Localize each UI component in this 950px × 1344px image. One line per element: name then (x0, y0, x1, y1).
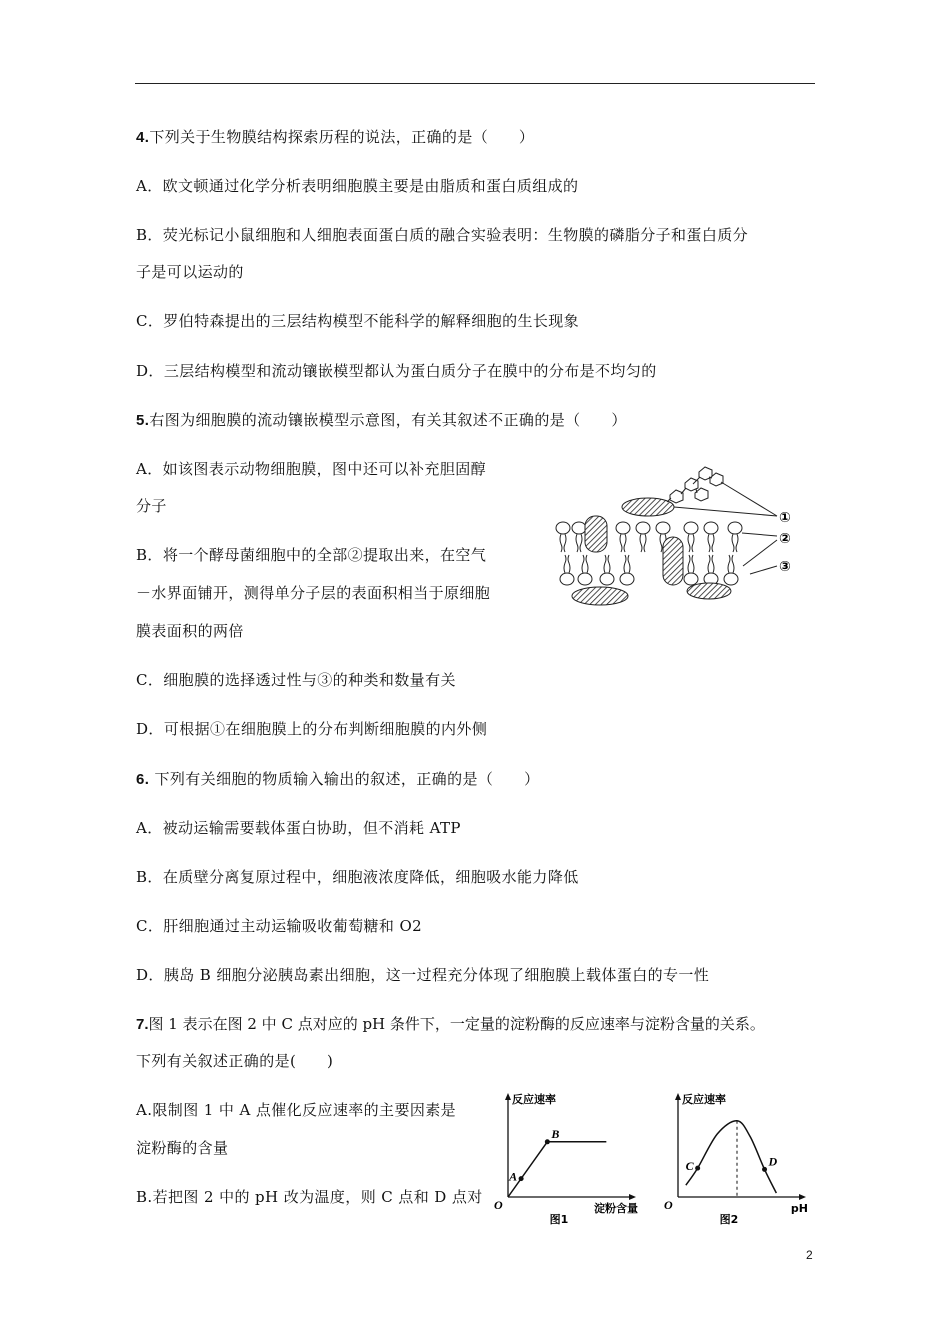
q6-option-d: D．胰岛 B 细胞分泌胰岛素出细胞，这一过程充分体现了细胞膜上载体蛋白的专一性 (136, 966, 710, 984)
phospholipid-head (556, 522, 570, 534)
protein-embedded-left (585, 516, 607, 552)
phospholipid-tail (712, 555, 714, 573)
q6-option-b: B．在质壁分离复原过程中，细胞液浓度降低，细胞吸水能力降低 (136, 868, 579, 886)
phospholipid (560, 555, 574, 585)
phospholipid-head (704, 522, 718, 534)
phospholipid-tail (624, 534, 626, 552)
q7-option-a-line2: 淀粉酶的含量 (136, 1139, 229, 1157)
q7-option-a-line1: A.限制图 1 中 A 点催化反应速率的主要因素是 (136, 1101, 457, 1119)
phospholipid-tail (712, 534, 714, 552)
data-point-b (545, 1139, 550, 1144)
phospholipid-tail (560, 534, 562, 552)
phospholipid-tail (688, 555, 690, 573)
membrane-diagram (545, 462, 795, 607)
phospholipid-upper-layer (556, 522, 742, 552)
q5-option-b-line3: 膜表面积的两倍 (136, 622, 244, 640)
phospholipid-tail (582, 555, 584, 573)
phospholipid-tail (692, 555, 694, 573)
q7-option-b-line1: B.若把图 2 中的 pH 改为温度，则 C 点和 D 点对 (136, 1188, 483, 1206)
phospholipid-lower-layer (560, 555, 738, 585)
q5-option-d: D．可根据①在细胞膜上的分布判断细胞膜的内外侧 (136, 720, 488, 738)
phospholipid-tail (732, 555, 734, 573)
q7-stem-line2: 下列有关叙述正确的是( ) (136, 1052, 334, 1070)
y-axis-arrow (505, 1093, 511, 1100)
chart1-plot (494, 1092, 638, 1226)
phospholipid (724, 555, 738, 585)
chart2-plot (664, 1092, 808, 1226)
phospholipid-tail (608, 555, 610, 573)
phospholipid (636, 522, 650, 552)
phospholipid (684, 555, 698, 585)
phospholipid (616, 522, 630, 552)
data-point-d (762, 1167, 767, 1172)
phospholipid-tail (620, 534, 622, 552)
phospholipid-tail (728, 555, 730, 573)
phospholipid-tail (568, 555, 570, 573)
phospholipid-tail (732, 534, 734, 552)
chart-title: 图2 (719, 1213, 739, 1226)
q6-option-a: A．被动运输需要载体蛋白协助，但不消耗 ATP (136, 819, 461, 837)
phospholipid (704, 555, 718, 585)
chart-figure-2 (660, 1090, 810, 1230)
q5-option-a-line1: A．如该图表示动物细胞膜，图中还可以补充胆固醇 (136, 460, 487, 478)
q5-option-a-line2: 分子 (136, 497, 167, 515)
phospholipid-head (578, 573, 592, 585)
phospholipid-head (560, 573, 574, 585)
phospholipid-head (684, 522, 698, 534)
label-3: ③ (779, 559, 791, 575)
phospholipid-tail (660, 534, 662, 552)
phospholipid-head (724, 573, 738, 585)
origin-label: O (664, 1198, 673, 1212)
phospholipid-tail (708, 555, 710, 573)
q4-option-d: D．三层结构模型和流动镶嵌模型都认为蛋白质分子在膜中的分布是不均匀的 (136, 362, 657, 380)
q7-number: 7. (136, 1016, 149, 1033)
phospholipid-head (656, 522, 670, 534)
glycoprotein-chain (667, 467, 723, 503)
q7-stem-line1: 7.图 1 表示在图 2 中 C 点对应的 pH 条件下，一定量的淀粉酶的反应速率与淀粉含量的关系。 (136, 1015, 765, 1033)
data-point-c (695, 1166, 700, 1171)
phospholipid-head (636, 522, 650, 534)
phospholipid-tail (586, 555, 588, 573)
label-2: ② (779, 531, 791, 547)
q5-option-b-line2: －水界面铺开，测得单分子层的表面积相当于原细胞 (136, 584, 491, 602)
y-axis-arrow (675, 1093, 681, 1100)
protein-peripheral-bottom-right (687, 583, 731, 599)
phospholipid-head (600, 573, 614, 585)
q4-stem: 4.下列关于生物膜结构探索历程的说法，正确的是（ ） (136, 128, 535, 146)
phospholipid (704, 522, 718, 552)
point-label-b: B (551, 1126, 560, 1141)
data-point-a (519, 1176, 524, 1181)
phospholipid (556, 522, 570, 552)
phospholipid (620, 555, 634, 585)
header-rule (135, 83, 815, 84)
q6-number: 6. (136, 771, 150, 788)
q4-option-c: C．罗伯特森提出的三层结构模型不能科学的解释细胞的生长现象 (136, 312, 580, 330)
y-axis-label: 反应速率 (512, 1093, 556, 1106)
phospholipid-tail (708, 534, 710, 552)
q5-stem: 5.右图为细胞膜的流动镶嵌模型示意图，有关其叙述不正确的是（ ） (136, 411, 627, 429)
x-axis-label: 淀粉含量 (594, 1202, 638, 1215)
phospholipid (684, 522, 698, 552)
y-axis-label: 反应速率 (682, 1093, 726, 1106)
q5-option-c: C．细胞膜的选择透过性与③的种类和数量有关 (136, 671, 456, 689)
phospholipid-tail (692, 534, 694, 552)
protein-peripheral-top (622, 498, 674, 516)
series-line (686, 1121, 776, 1193)
q6-option-c: C．肝细胞通过主动运输吸收葡萄糖和 O2 (136, 917, 423, 935)
protein-peripheral-bottom-left (572, 587, 628, 605)
q5-number: 5. (136, 412, 150, 429)
point-label-d: D (768, 1154, 778, 1169)
q4-option-b-line1: B．荧光标记小鼠细胞和人细胞表面蛋白质的融合实验表明：生物膜的磷脂分子和蛋白质分 (136, 226, 749, 244)
q4-number: 4. (136, 129, 150, 146)
phospholipid-tail (624, 555, 626, 573)
chart-figure-1 (490, 1090, 640, 1230)
phospholipid (728, 522, 742, 552)
q4-option-b-line2: 子是可以运动的 (136, 263, 244, 281)
phospholipid-tail (564, 555, 566, 573)
page-number: 2 (806, 1248, 813, 1262)
point-label-a: A (509, 1169, 518, 1184)
q4-option-a: A．欧文顿通过化学分析表明细胞膜主要是由脂质和蛋白质组成的 (136, 177, 579, 195)
label-1: ① (779, 510, 791, 526)
phospholipid-tail (640, 534, 642, 552)
chart-title: 图1 (549, 1213, 569, 1226)
phospholipid-tail (564, 534, 566, 552)
phospholipid (578, 555, 592, 585)
phospholipid-head (728, 522, 742, 534)
phospholipid (600, 555, 614, 585)
series-line (508, 1142, 606, 1197)
phospholipid-head (684, 573, 698, 585)
phospholipid (572, 522, 586, 552)
protein-transmembrane (663, 537, 683, 585)
point-label-c: C (685, 1159, 694, 1174)
q6-stem: 6. 下列有关细胞的物质输入输出的叙述，正确的是（ ） (136, 770, 540, 788)
phospholipid-head (616, 522, 630, 534)
q5-option-b-line1: B．将一个酵母菌细胞中的全部②提取出来，在空气 (136, 546, 487, 564)
x-axis-label: pH (790, 1202, 808, 1215)
phospholipid-tail (644, 534, 646, 552)
phospholipid-tail (580, 534, 582, 552)
x-axis-arrow (629, 1194, 636, 1200)
phospholipid-tail (576, 534, 578, 552)
phospholipid-tail (688, 534, 690, 552)
origin-label: O (494, 1198, 503, 1212)
phospholipid-head (620, 573, 634, 585)
phospholipid-tail (604, 555, 606, 573)
phospholipid-tail (736, 534, 738, 552)
phospholipid-head (572, 522, 586, 534)
phospholipid-tail (628, 555, 630, 573)
x-axis-arrow (799, 1194, 806, 1200)
